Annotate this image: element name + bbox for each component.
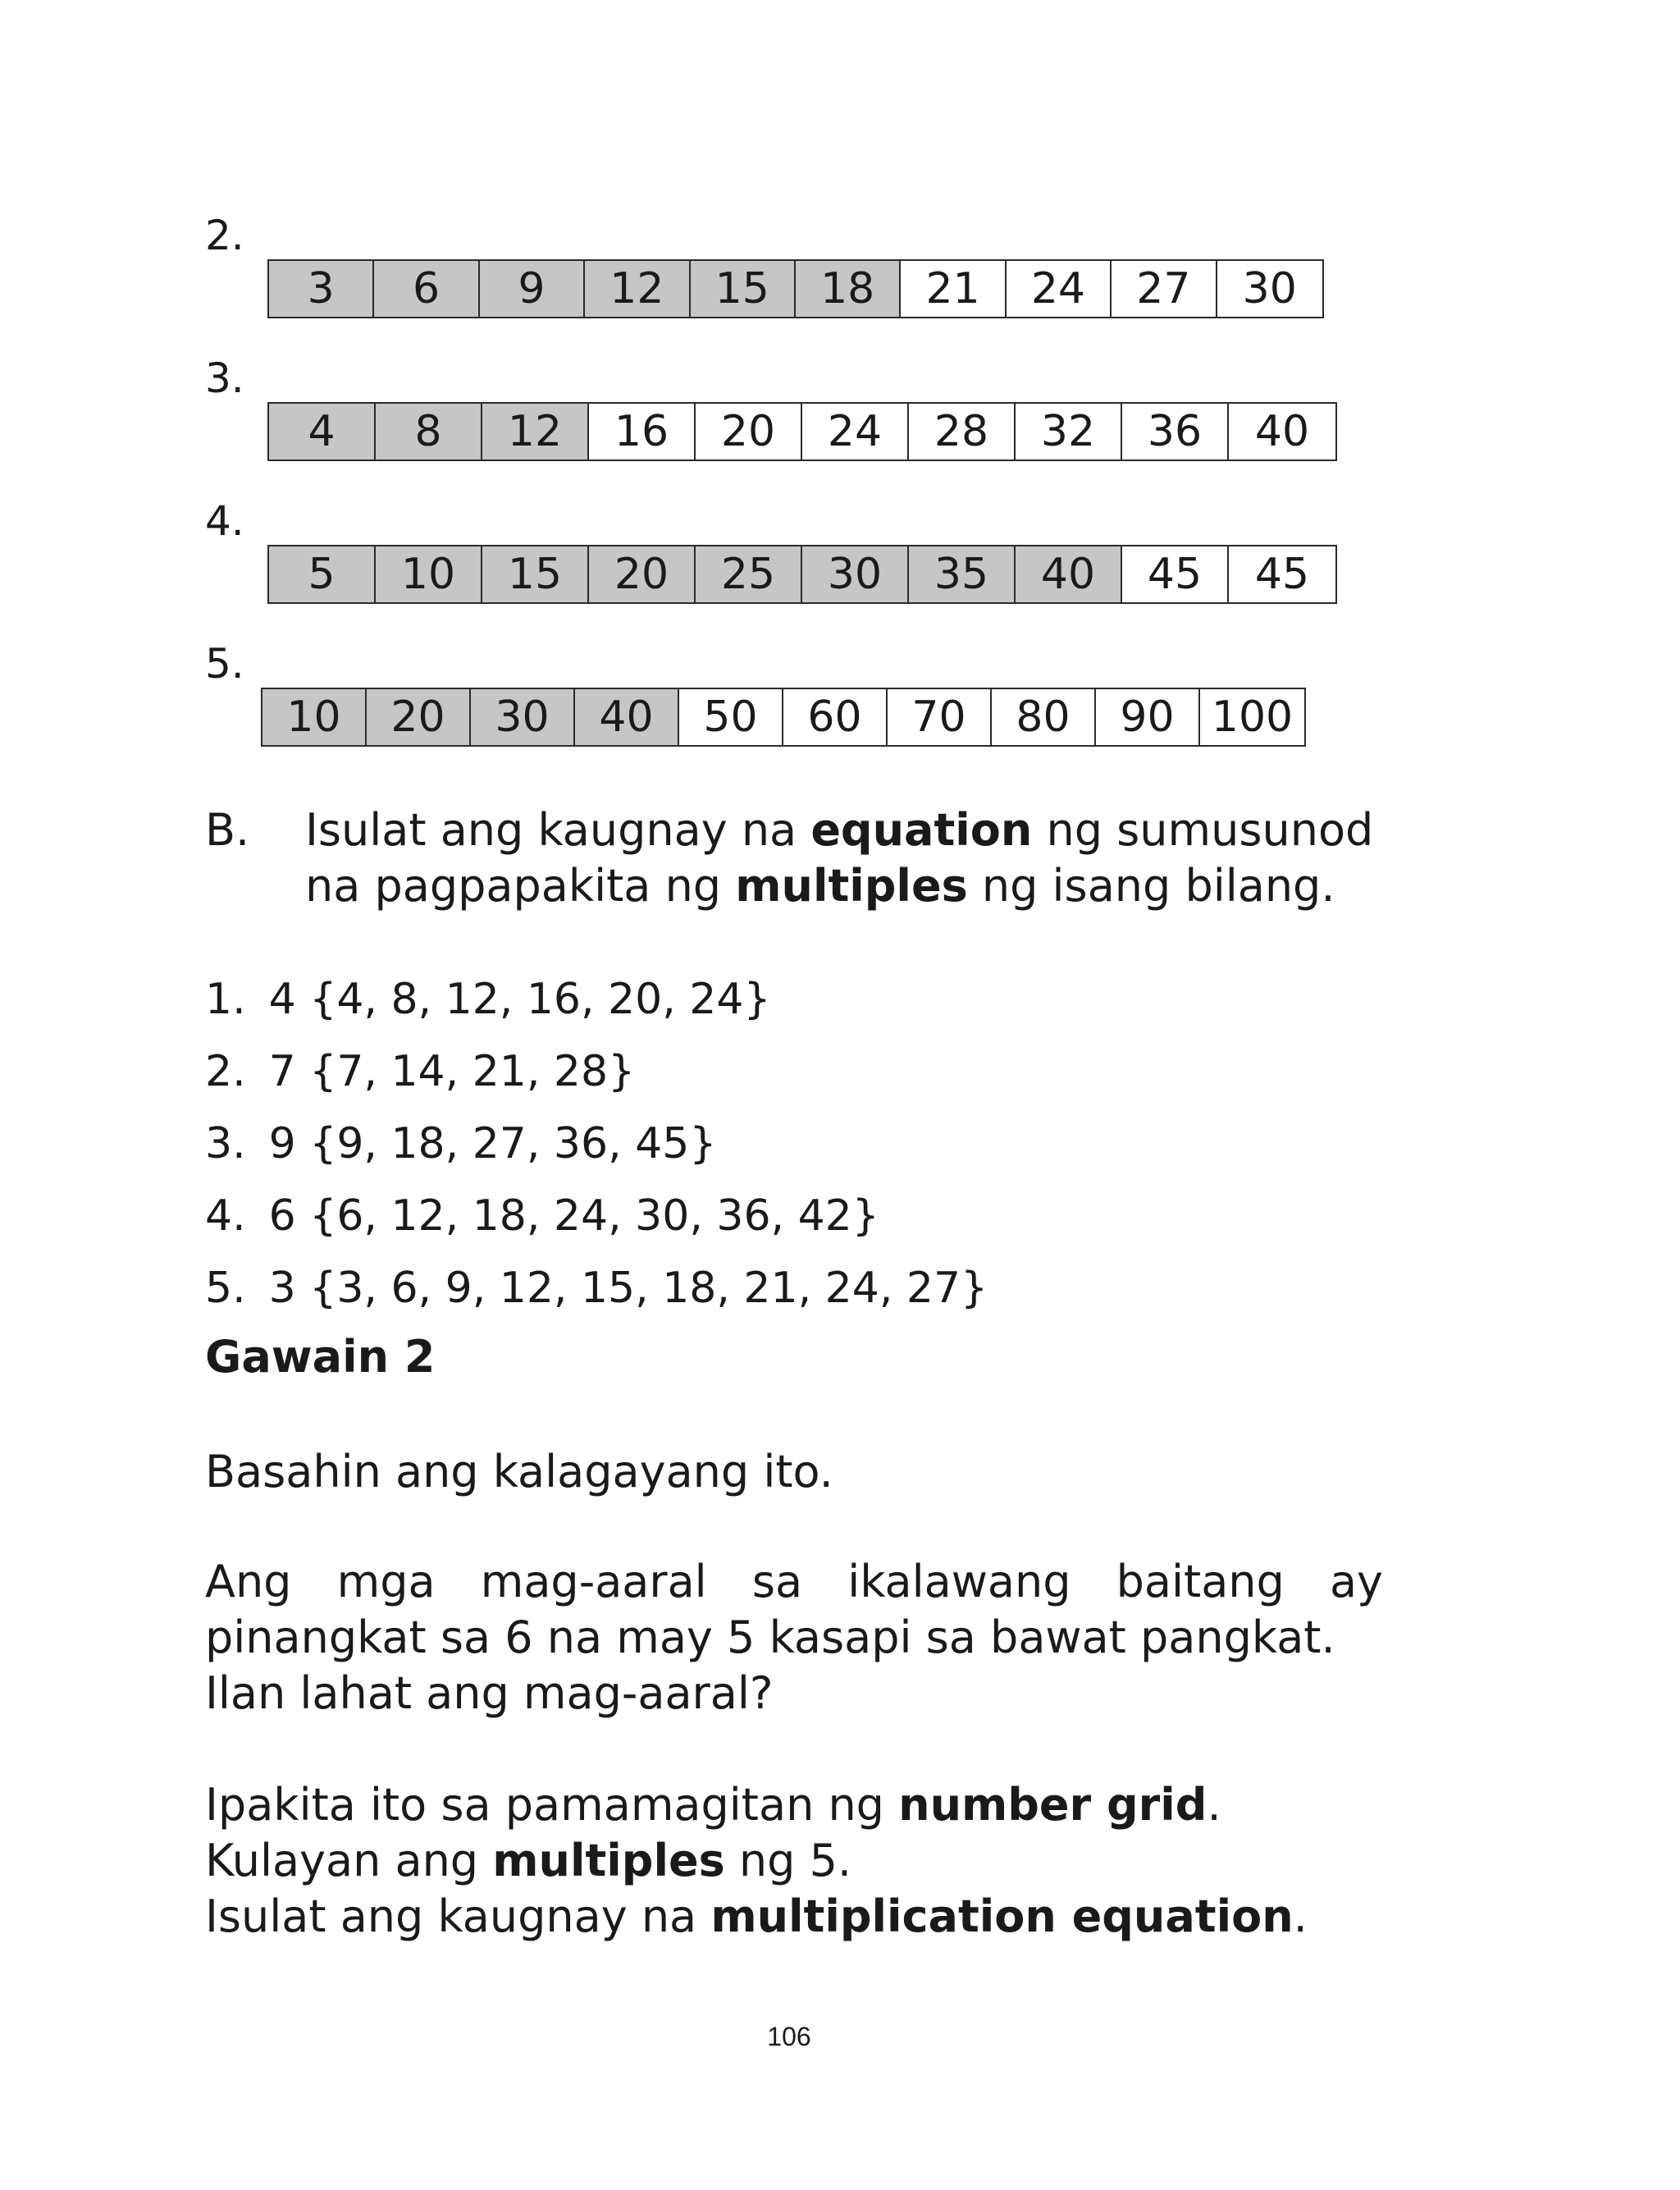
equation-item-4 xyxy=(205,1191,879,1241)
reading-instruction: Basahin ang kalagayang ito. xyxy=(205,1446,833,1497)
grid-cell: 9 xyxy=(480,261,585,317)
instruction-multiplication-equation xyxy=(205,1889,1308,1945)
grid-cell: 12 xyxy=(585,261,690,317)
grid-cell: 20 xyxy=(696,404,802,459)
grid-cell: 24 xyxy=(802,404,909,459)
list-number: 3. xyxy=(205,1119,246,1168)
number-grid-5 xyxy=(261,688,1306,747)
section-heading-gawain-2: Gawain 2 xyxy=(205,1331,436,1383)
grid-cell: 45 xyxy=(1229,546,1335,602)
grid-cell: 30 xyxy=(1217,261,1322,317)
grid-cell: 25 xyxy=(696,546,802,602)
equation-text: 4 {4, 8, 12, 16, 20, 24} xyxy=(268,975,771,1024)
grid-cell: 50 xyxy=(679,689,783,745)
grid-cell: 70 xyxy=(888,689,992,745)
text-run: ng sumusunod xyxy=(1032,804,1374,856)
text-run: Kulayan ang xyxy=(205,1835,493,1886)
grid-cell: 30 xyxy=(471,689,575,745)
grid-cell: 28 xyxy=(909,404,1016,459)
grid-cell: 35 xyxy=(909,546,1016,602)
equation-text: 3 {3, 6, 9, 12, 15, 18, 21, 24, 27} xyxy=(268,1264,988,1313)
bold-term-equation: equation xyxy=(810,804,1033,856)
text-run: Ipakita ito sa pamamagitan ng xyxy=(205,1779,899,1831)
bold-term-multiples: multiples xyxy=(492,1835,725,1886)
grid-cell: 100 xyxy=(1200,689,1304,745)
grid-cell: 18 xyxy=(796,261,901,317)
list-number: 2. xyxy=(205,1047,246,1096)
grid-cell: 10 xyxy=(262,689,367,745)
grid-cell: 20 xyxy=(589,546,696,602)
number-grid-4 xyxy=(267,545,1337,604)
grid-cell: 5 xyxy=(269,546,376,602)
equation-item-1 xyxy=(205,975,771,1024)
grid-cell: 30 xyxy=(802,546,909,602)
grid-label-2: 2. xyxy=(205,212,244,259)
equation-text: 7 {7, 14, 21, 28} xyxy=(268,1047,636,1096)
grid-cell: 21 xyxy=(901,261,1006,317)
grid-cell: 6 xyxy=(374,261,479,317)
list-number: 4. xyxy=(205,1191,246,1241)
grid-cell: 24 xyxy=(1007,261,1112,317)
number-grid-2 xyxy=(267,259,1324,318)
section-b-instruction-line1 xyxy=(305,802,1373,858)
grid-label-5: 5. xyxy=(205,640,244,688)
equation-text: 6 {6, 12, 18, 24, 30, 36, 42} xyxy=(268,1191,879,1241)
grid-cell: 8 xyxy=(376,404,482,459)
bold-term-number-grid: number grid xyxy=(898,1779,1208,1831)
text-run: Isulat ang kaugnay na xyxy=(305,804,811,856)
grid-cell: 80 xyxy=(992,689,1096,745)
word-problem-line3: Ilan lahat ang mag-aaral? xyxy=(205,1667,774,1719)
grid-cell: 20 xyxy=(367,689,471,745)
section-b-letter: B. xyxy=(205,804,250,856)
grid-cell: 45 xyxy=(1122,546,1229,602)
equation-text: 9 {9, 18, 27, 36, 45} xyxy=(268,1119,717,1168)
grid-label-3: 3. xyxy=(205,354,244,402)
grid-cell: 15 xyxy=(482,546,589,602)
text-run: ng isang bilang. xyxy=(967,860,1335,912)
grid-cell: 10 xyxy=(376,546,482,602)
text-run: . xyxy=(1207,1779,1221,1831)
grid-cell: 40 xyxy=(1016,546,1122,602)
word-problem-line2: pinangkat sa 6 na may 5 kasapi sa bawat pangkat. xyxy=(205,1612,1335,1663)
page-number: 106 xyxy=(767,2022,811,2051)
text-run: ng 5. xyxy=(724,1835,852,1886)
number-grid-3 xyxy=(267,402,1337,461)
instruction-color-multiples xyxy=(205,1833,851,1889)
grid-cell: 16 xyxy=(589,404,696,459)
grid-cell: 27 xyxy=(1112,261,1217,317)
text-run: na pagpapakita ng xyxy=(305,860,736,912)
word-problem-line1: Ang mga mag-aaral sa ikalawang baitang ay xyxy=(205,1556,1383,1607)
section-b-instruction-line2 xyxy=(305,858,1335,914)
equation-item-5 xyxy=(205,1264,988,1313)
equation-item-2 xyxy=(205,1047,636,1096)
grid-cell: 90 xyxy=(1096,689,1200,745)
grid-cell: 3 xyxy=(269,261,374,317)
grid-cell: 12 xyxy=(482,404,589,459)
text-run: Isulat ang kaugnay na xyxy=(205,1891,711,1942)
grid-cell: 40 xyxy=(575,689,679,745)
instruction-number-grid xyxy=(205,1777,1221,1833)
equation-item-3 xyxy=(205,1119,717,1168)
grid-cell: 36 xyxy=(1122,404,1229,459)
list-number: 5. xyxy=(205,1264,246,1313)
text-run: . xyxy=(1293,1891,1308,1942)
grid-label-4: 4. xyxy=(205,497,244,545)
list-number: 1. xyxy=(205,975,246,1024)
grid-cell: 40 xyxy=(1229,404,1335,459)
grid-cell: 32 xyxy=(1016,404,1122,459)
bold-term-multiples: multiples xyxy=(735,860,968,912)
grid-cell: 15 xyxy=(691,261,796,317)
bold-term-multiplication-equation: multiplication equation xyxy=(710,1891,1294,1942)
grid-cell: 4 xyxy=(269,404,376,459)
grid-cell: 60 xyxy=(783,689,888,745)
